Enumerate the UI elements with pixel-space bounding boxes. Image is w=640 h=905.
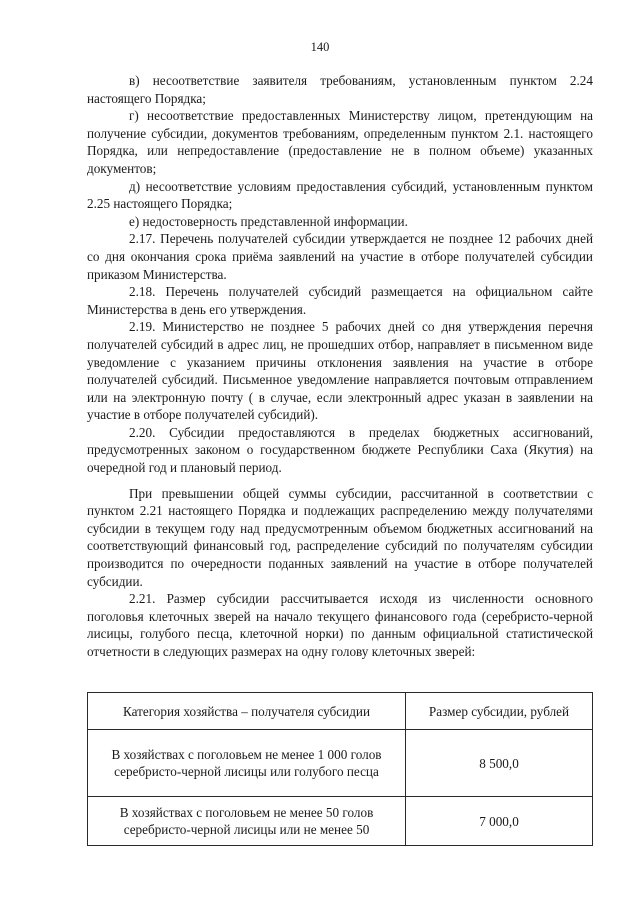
paragraph-2-19: 2.19. Министерство не позднее 5 рабочих дней со дня утверждения перечня получателей субсидий в адрес лиц, не прошедших отбор, направляет в письменном виде уведомление с указанием причины отклонения заявления на участие в отборе получателей субсидий. Письменное уведомление направляется почтовым отправлением или на электронную почту ( в случае, если электронный адрес указан в заявлении на участие в отборе получателей субсидий).	[87, 319, 593, 423]
paragraph-excess-distribution: При превышении общей суммы субсидии, рассчитанной в соответствии с пунктом 2.21 настоящего Порядка и подлежащих распределению между получателями субсидии в текущем году над предусмотренным объемом бюджетных ассигнований на соответствующий финансовый год, распределение субсидий по получателям субсидии производится по очередности поданных заявлений на участие в отборе получателей субсидии.	[87, 485, 593, 589]
table-cell-category: В хозяйствах с поголовьем не менее 50 голов серебристо-черной лисицы или не менее 50	[88, 797, 406, 846]
column-header-category: Категория хозяйства – получателя субсидии	[88, 693, 406, 730]
paragraph-item-e: е) недостоверность представленной информации.	[129, 213, 408, 229]
paragraph-2-17: 2.17. Перечень получателей субсидии утверждается не позднее 12 рабочих дней со дня окончания срока приёма заявлений на участие в отборе получателей субсидии приказом Министерства.	[87, 231, 593, 282]
document-body	[87, 72, 593, 661]
table-cell-amount: 8 500,0	[406, 730, 593, 797]
page-number: 140	[310, 40, 330, 54]
table-cell-category: В хозяйствах с поголовьем не менее 1 000 голов серебристо-черной лисицы или голубого песца	[88, 730, 406, 797]
paragraph-item-v: в) несоответствие заявителя требованиям, установленным пунктом 2.24 настоящего Порядка;	[87, 73, 593, 106]
paragraph-item-d: д) несоответствие условиям предоставления субсидий, установленным пунктом 2.25 настоящего Порядка;	[87, 178, 593, 212]
paragraph-2-21: 2.21. Размер субсидии рассчитывается исходя из численности основного поголовья клеточных зверей на начало текущего финансового года (серебристо-черной лисицы, голубого песца, клеточной норки) по данным официальной статистической отчетности в следующих размерах на одну голову клеточных зверей:	[87, 591, 593, 659]
paragraph-item-g: г) несоответствие предоставленных Министерству лицом, претендующим на получение субсидии, документов требованиям, определенным пунктом 2.1. настоящего Порядка, или непредоставление (предоставление не в полном объеме) указанных документов;	[87, 108, 593, 176]
table-row	[88, 797, 593, 846]
table-row	[88, 730, 593, 797]
column-header-amount: Размер субсидии, рублей	[406, 693, 593, 730]
table-cell-amount: 7 000,0	[406, 797, 593, 846]
paragraph-2-18: 2.18. Перечень получателей субсидий размещается на официальном сайте Министерства в день его утверждения.	[87, 284, 593, 317]
subsidy-rate-table	[87, 692, 593, 846]
table-header-row	[88, 693, 593, 730]
paragraph-2-20: 2.20. Субсидии предоставляются в пределах бюджетных ассигнований, предусмотренных законом о государственном бюджете Республики Саха (Якутия) на очередной год и плановый период.	[87, 424, 593, 476]
